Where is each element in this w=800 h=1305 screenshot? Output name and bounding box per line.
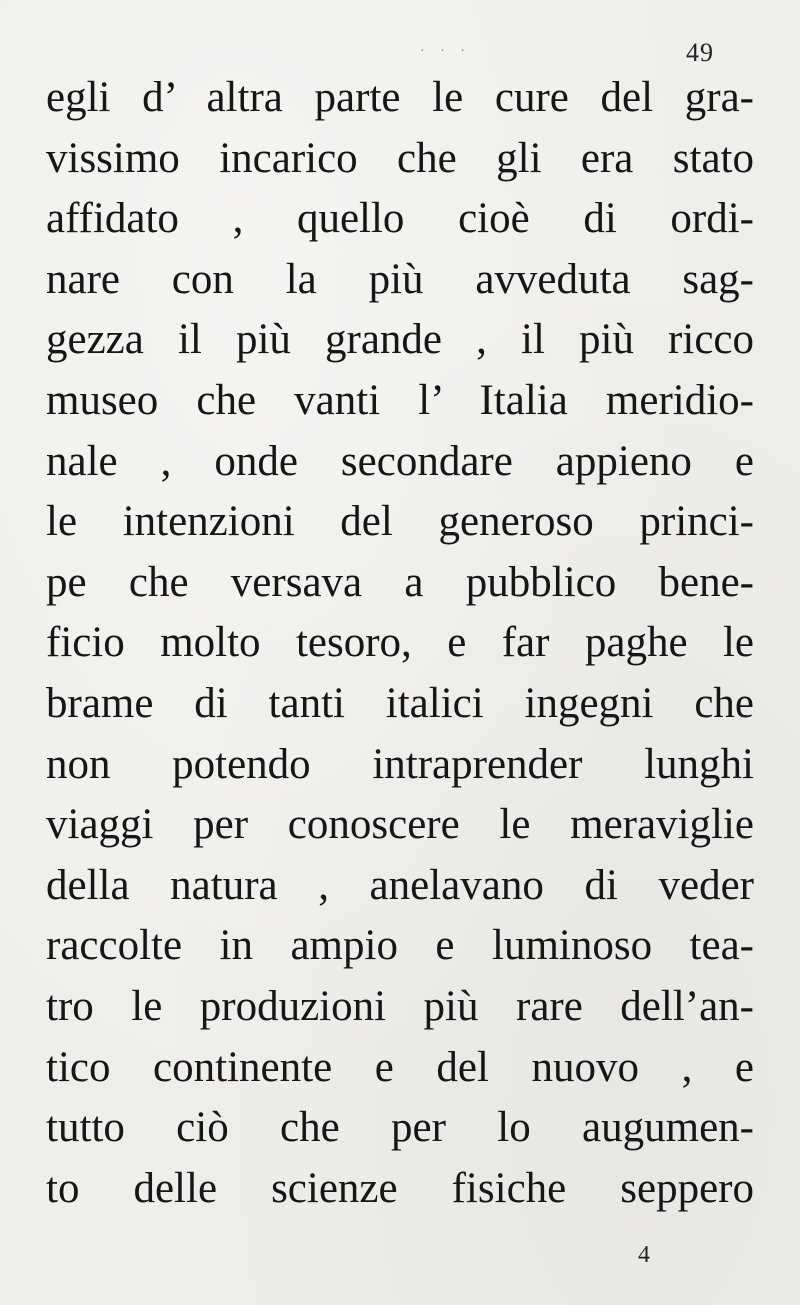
text-line: museo che vanti l’ Italia meridio- [46, 376, 754, 424]
text-line: pe che versava a pubblico bene- [46, 558, 754, 606]
text-line: raccolte in ampio e luminoso tea- [46, 922, 754, 970]
text-line: tico continente e del nuovo , e [46, 1043, 754, 1091]
text-line: le intenzioni del generoso princi- [46, 498, 754, 546]
text-line: nare con la più avveduta sag- [46, 255, 754, 303]
text-line: della natura , anelavano di veder [46, 861, 754, 909]
text-line: viaggi per conoscere le meraviglie [46, 801, 754, 849]
text-line: tro le produzioni più rare dell’an- [46, 982, 754, 1030]
text-line: non potendo intraprender lunghi [46, 740, 754, 788]
text-line: ficio molto tesoro, e far paghe le [46, 619, 754, 667]
text-line: egli d’ altra parte le cure del gra- [46, 74, 754, 121]
text-line: gezza il più grande , il più ricco [46, 316, 754, 364]
text-line: tutto ciò che per lo augumen- [46, 1104, 754, 1152]
text-line: nale , onde secondare appieno e [46, 437, 754, 485]
text-line: affidato , quello cioè di ordi- [46, 195, 754, 243]
text-line: vissimo incarico che gli era stato [46, 134, 754, 182]
page-number: 49 [686, 38, 714, 67]
text-line: to delle scienze fisiche seppero [46, 1164, 754, 1212]
text-line: brame di tanti italici ingegni che [46, 679, 754, 727]
signature-mark: 4 [638, 1242, 650, 1268]
page-top-dots: · · · [420, 44, 471, 59]
body-text [46, 68, 754, 1219]
